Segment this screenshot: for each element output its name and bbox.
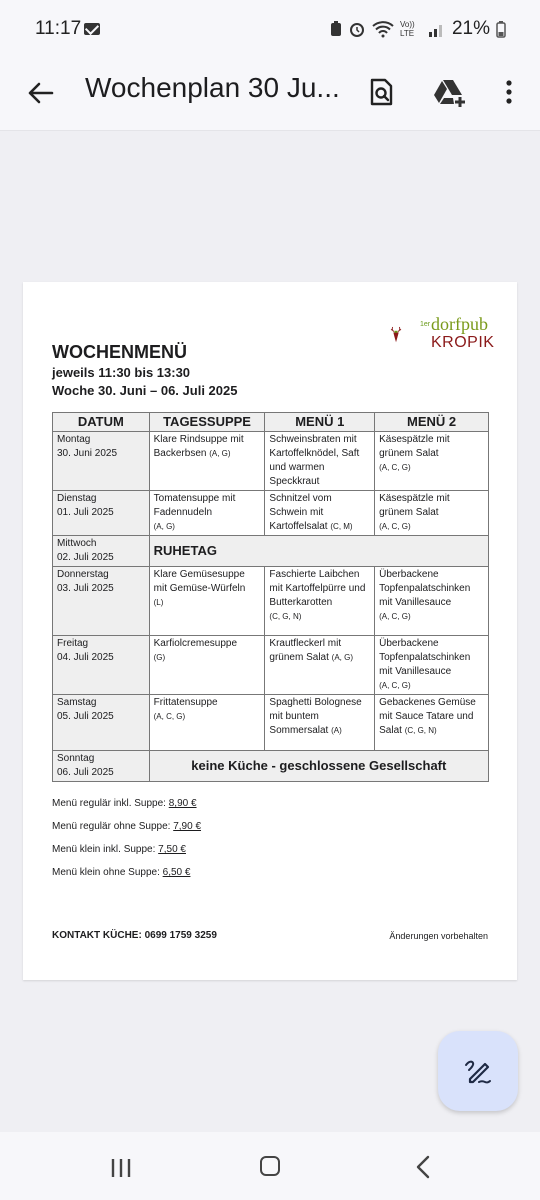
table-row — [53, 567, 489, 636]
battery-percent: 21% — [451, 18, 490, 39]
search-document-icon[interactable] — [361, 72, 401, 112]
soup-cell: Tomatensuppe mit Fadennudeln (A, G) — [149, 491, 265, 536]
closed-cell: RUHETAG — [149, 536, 488, 567]
day-cell: Mittwoch 02. Juli 2025 — [53, 536, 150, 567]
menu2-cell: Käsespätzle mit grünem Salat (A, C, G) — [375, 432, 489, 491]
soup-cell: Klare Gemüsesuppe mit Gemüse-Würfeln (L) — [149, 567, 265, 636]
status-bar — [0, 0, 540, 60]
menu-table — [52, 412, 489, 782]
document-page[interactable] — [23, 282, 517, 980]
nav-back-icon[interactable] — [414, 1155, 434, 1179]
menu1-cell: Faschierte Laibchen mit Kartoffelpürre und Butterkarotten (C, G, N) — [265, 567, 375, 636]
price-list — [52, 792, 201, 884]
col-header-menu1: MENÜ 1 — [265, 413, 375, 432]
more-vert-icon[interactable] — [489, 72, 529, 112]
col-header-menu2: MENÜ 2 — [375, 413, 489, 432]
app-bar — [0, 60, 540, 131]
signal-icon — [428, 21, 446, 37]
day-cell: Donnerstag 03. Juli 2025 — [53, 567, 150, 636]
menu-week: Woche 30. Juni – 06. Juli 2025 — [52, 383, 238, 398]
mail-icon — [84, 23, 100, 35]
logo-text-kropik: KROPIK — [431, 334, 495, 351]
table-row — [53, 536, 489, 567]
home-icon[interactable] — [260, 1156, 280, 1176]
menu1-cell: Schweinsbraten mit Kartoffelknödel, Saft und warmen Speckkraut — [265, 432, 375, 491]
recent-apps-icon[interactable] — [110, 1157, 132, 1179]
col-header-datum: DATUM — [53, 413, 150, 432]
kitchen-contact: KONTAKT KÜCHE: 0699 1759 3259 — [52, 930, 217, 941]
wifi-icon — [372, 20, 394, 38]
menu1-cell: Spaghetti Bolognese mit buntem Sommersalat (A) — [265, 695, 375, 751]
status-time: 11:17 — [35, 18, 82, 39]
logo-text-dorfpub: dorfpub — [431, 314, 488, 334]
menu-hours: jeweils 11:30 bis 13:30 — [52, 365, 191, 380]
menu1-cell: Schnitzel vom Schwein mit Kartoffelsalat (C, M) — [265, 491, 375, 536]
deer-logo-icon — [388, 310, 430, 360]
col-header-tagessuppe: TAGESSUPPE — [149, 413, 265, 432]
closed-cell: keine Küche - geschlossene Gesellschaft — [149, 751, 488, 782]
menu2-cell: Gebackenes Gemüse mit Sauce Tatare und Salat (C, G, N) — [375, 695, 489, 751]
battery-icon — [496, 20, 506, 38]
day-cell: Dienstag 01. Juli 2025 — [53, 491, 150, 536]
menu2-cell: Überbackene Topfenpalatschinken mit Vanillesauce (A, C, G) — [375, 567, 489, 636]
drive-add-icon[interactable] — [429, 72, 469, 112]
soup-cell: Klare Rindsuppe mit Backerbsen (A, G) — [149, 432, 265, 491]
table-row — [53, 695, 489, 751]
volte-label: Vo)) LTE — [399, 20, 415, 38]
changes-note: Änderungen vorbehalten — [389, 931, 488, 941]
system-nav-bar — [0, 1132, 540, 1200]
day-cell: Sonntag 06. Juli 2025 — [53, 751, 150, 782]
table-row — [53, 636, 489, 695]
battery-saver-icon — [330, 21, 342, 37]
table-row — [53, 751, 489, 782]
price-item: Menü regulär inkl. Suppe: 8,90 € — [52, 798, 197, 809]
logo-prefix: 1er — [420, 321, 431, 328]
table-row — [53, 432, 489, 491]
day-cell: Freitag 04. Juli 2025 — [53, 636, 150, 695]
page-title: Wochenplan 30 Ju... — [85, 72, 340, 103]
alarm-icon — [348, 20, 366, 38]
soup-cell: Karfiolcremesuppe (G) — [149, 636, 265, 695]
price-item: Menü regulär ohne Suppe: 7,90 € — [52, 821, 202, 832]
price-item: Menü klein ohne Suppe: 6,50 € — [52, 867, 191, 878]
soup-cell: Frittatensuppe (A, C, G) — [149, 695, 265, 751]
menu-heading: WOCHENMENÜ — [52, 342, 187, 362]
table-row — [53, 491, 489, 536]
status-icons — [330, 18, 506, 40]
edit-sign-icon — [464, 1057, 492, 1085]
arrow-left-icon[interactable] — [24, 77, 56, 109]
sign-fab-button[interactable] — [438, 1031, 518, 1111]
day-cell: Montag 30. Juni 2025 — [53, 432, 150, 491]
day-cell: Samstag 05. Juli 2025 — [53, 695, 150, 751]
menu1-cell: Krautfleckerl mit grünem Salat (A, G) — [265, 636, 375, 695]
menu2-cell: Überbackene Topfenpalatschinken mit Vanillesauce (A, C, G) — [375, 636, 489, 695]
table-header-row — [53, 413, 489, 432]
price-item: Menü klein inkl. Suppe: 7,50 € — [52, 844, 186, 855]
menu2-cell: Käsespätzle mit grünem Salat (A, C, G) — [375, 491, 489, 536]
